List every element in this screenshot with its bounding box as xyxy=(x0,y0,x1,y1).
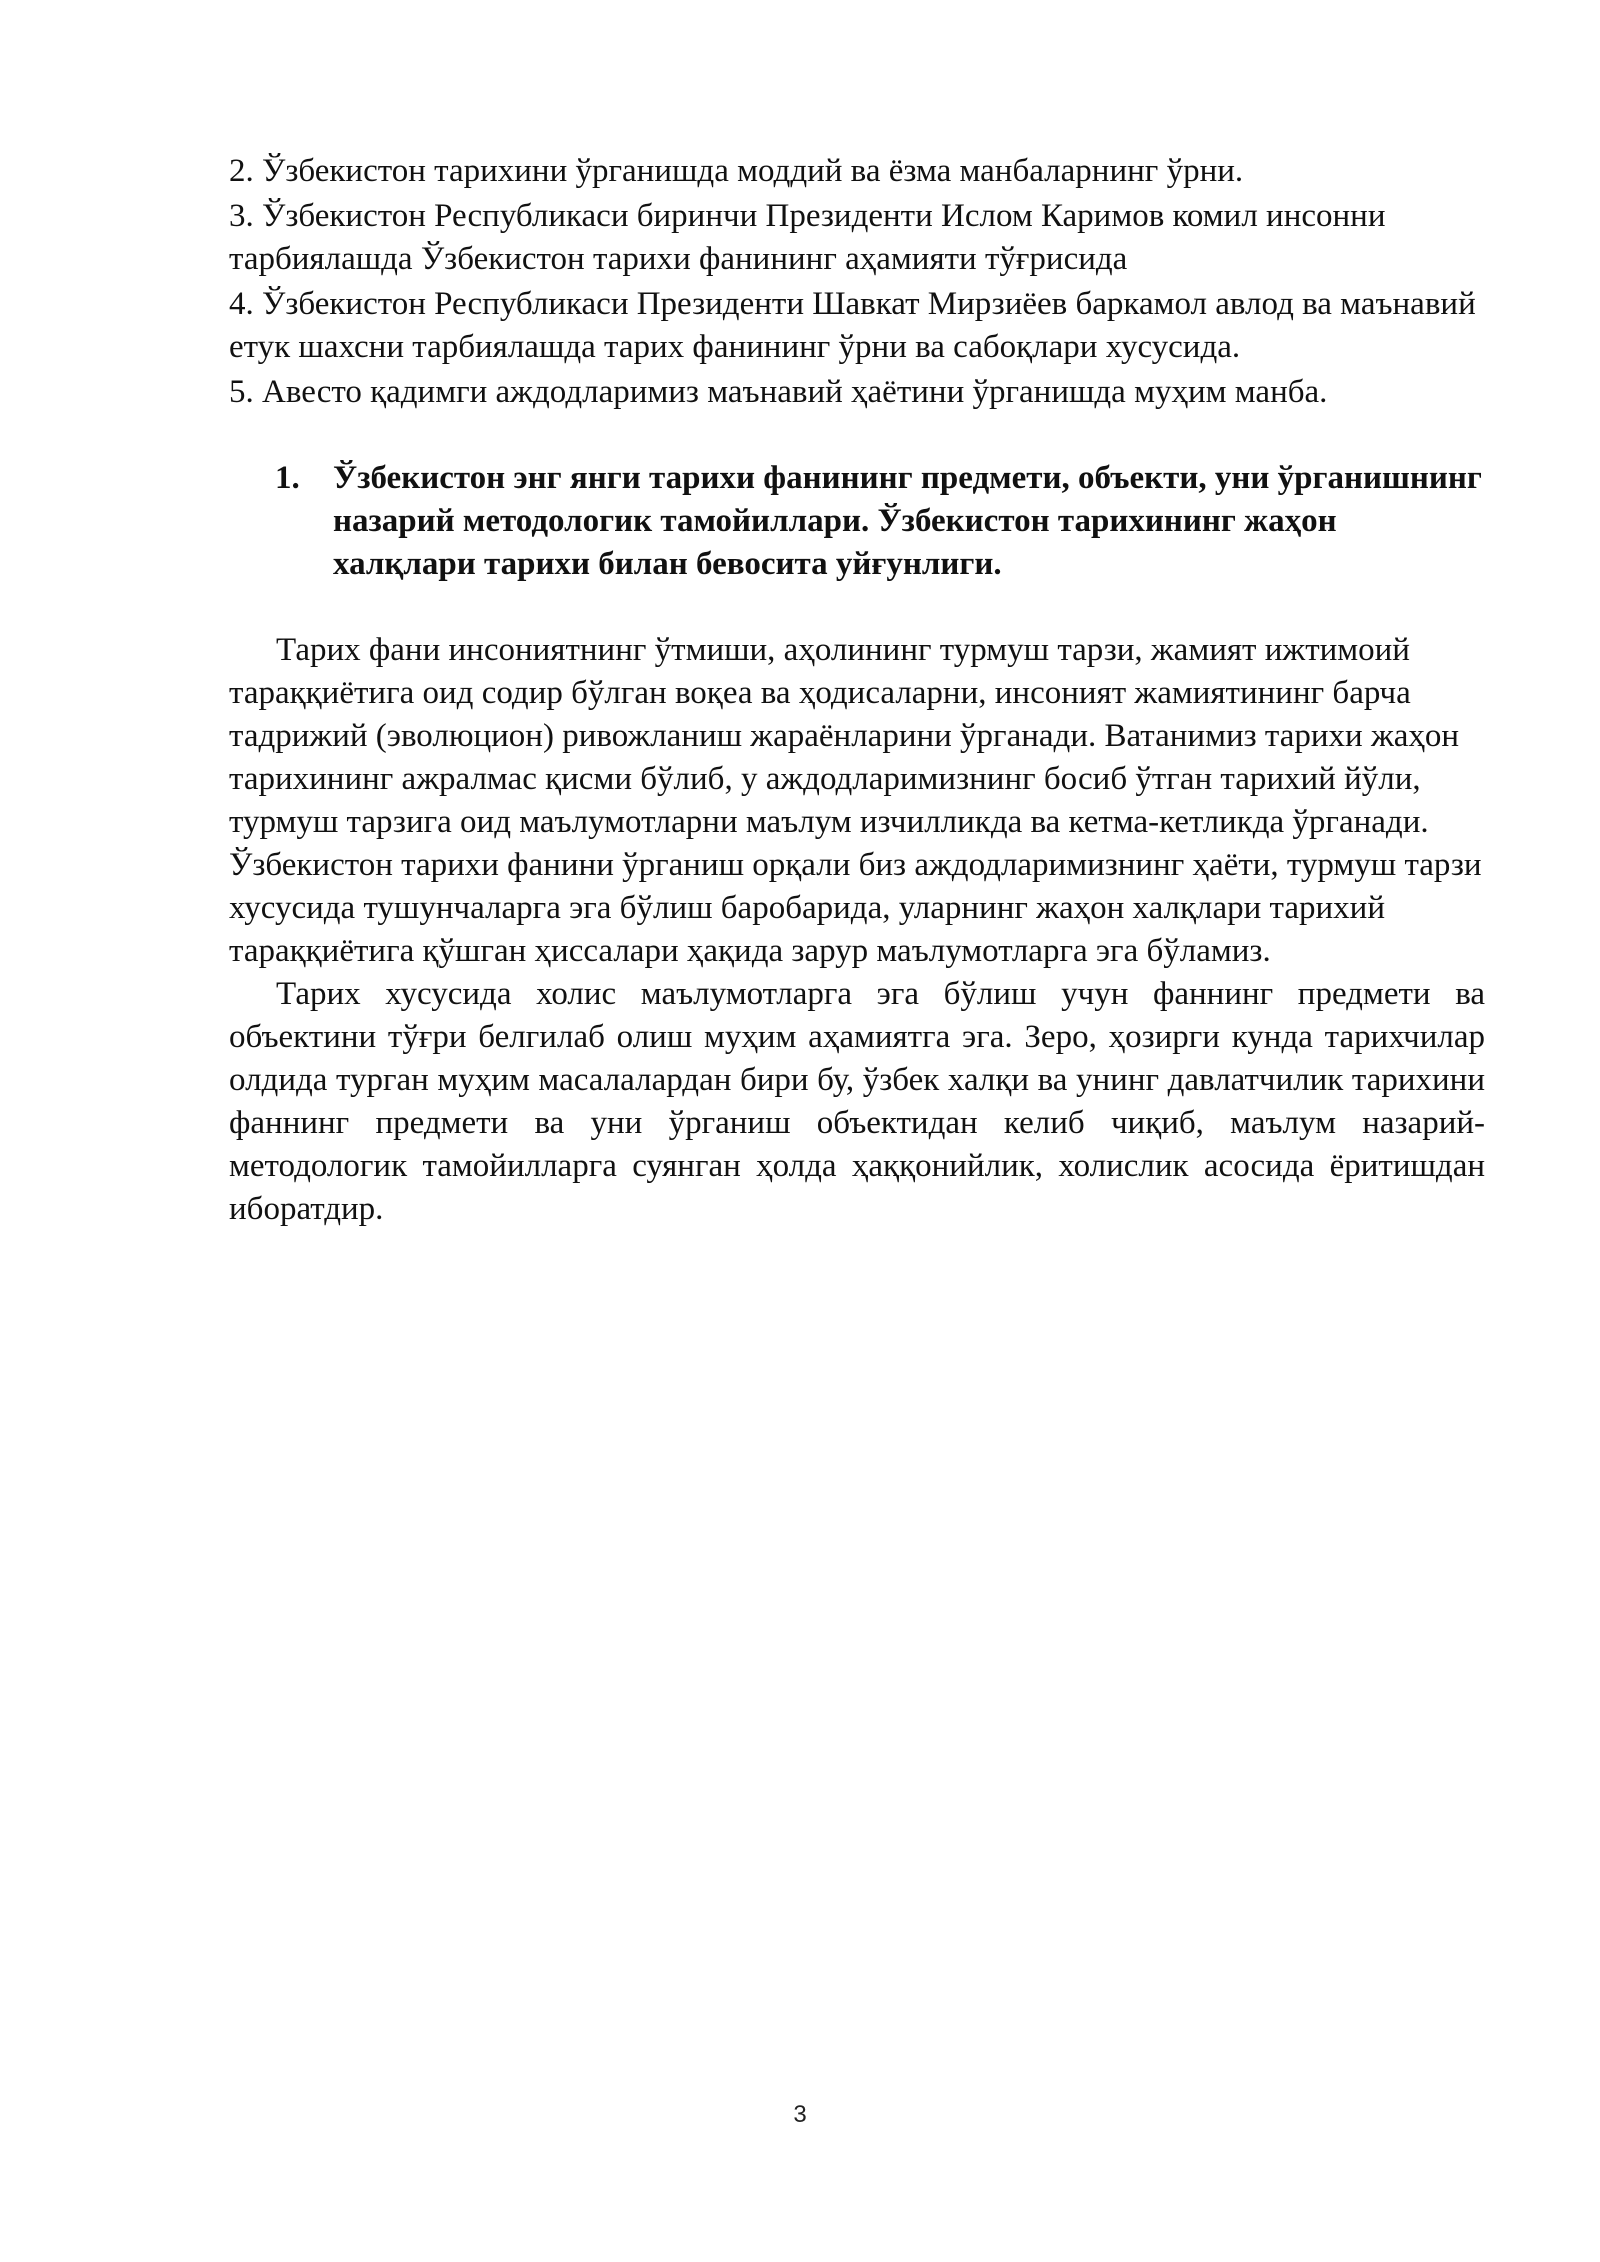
heading-text: Ўзбекистон энг янги тарихи фанининг предмети, объекти, уни ўрганишнинг назарий методологик тамойиллари. Ўзбекистон тарихининг жаҳон халқлари тарихи билан бевосита уйғунлиги. xyxy=(333,460,1482,582)
body-text xyxy=(229,629,1485,1231)
list-item: 3. Ўзбекистон Республикаси биринчи Президенти Ислом Каримов комил инсонни тарбиялашда Ўзбекистон тарихи фанининг аҳамияти тўғрисида xyxy=(229,198,1386,277)
topic-list xyxy=(229,150,1485,414)
list-item: 4. Ўзбекистон Республикаси Президенти Шавкат Мирзиёев баркамол авлод ва маънавий етук шахсни тарбиялашда тарих фанининг ўрни ва сабоқлари хусусида. xyxy=(229,286,1476,365)
list-item: 5. Авесто қадимги аждодларимиз маънавий ҳаётини ўрганишда муҳим манба. xyxy=(229,374,1328,410)
paragraph: Тарих фани инсониятнинг ўтмиши, аҳолининг турмуш тарзи, жамият ижтимоий тараққиётига оид содир бўлган воқеа ва ҳодисаларни, инсоният жамиятининг барча тадрижий (эволюцион) ривожланиш жараёнларини ўрганади. Ватанимиз тарихи жаҳон тарихининг ажралмас қисми бўлиб, у аждодларимизнинг босиб ўтган тарихий йўли, турмуш тарзига оид маълумотларни маълум изчилликда ва кетма-кетликда ўрганади. Ўзбекистон тарихи фанини ўрганиш орқали биз аждодларимизнинг ҳаёти, турмуш тарзи хусусида тушунчаларга эга бўлиш баробарида, уларнинг жаҳон халқлари тарихий тараққиётига қўшган ҳиссалари ҳақида зарур маълумотларга эга бўламиз. xyxy=(229,632,1482,969)
paragraph: Тарих хусусида холис маълумотларга эга бўлиш учун фаннинг предмети ва объектини тўғри белгилаб олиш муҳим аҳамиятга эга. Зеро, ҳозирги кунда тарихчилар олдида турган муҳим масалалардан бири бу, ўзбек халқи ва унинг давлатчилик тарихини фаннинг предмети ва уни ўрганиш объектидан келиб чиқиб, маълум назарий-методологик тамойилларга суянган ҳолда ҳаққонийлик, холислик асосида ёритишдан иборатдир. xyxy=(229,976,1485,1227)
page-content xyxy=(229,150,1485,1231)
list-item: 2. Ўзбекистон тарихини ўрганишда моддий ва ёзма манбаларнинг ўрни. xyxy=(229,153,1244,189)
section-heading xyxy=(229,457,1485,586)
heading-number: 1. xyxy=(275,460,300,496)
page-number: 3 xyxy=(793,2101,807,2128)
